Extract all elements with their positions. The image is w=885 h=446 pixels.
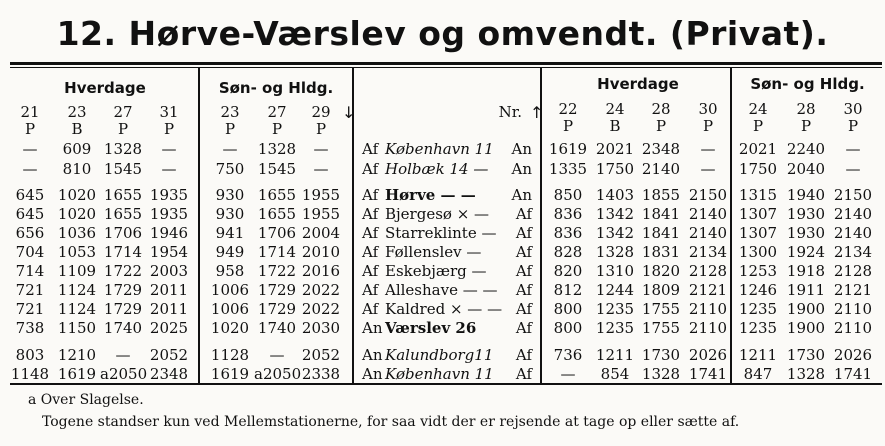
time-cell: 1935 (149, 186, 189, 204)
station-dep-code: An (362, 365, 383, 383)
train-class: P (163, 120, 175, 138)
station-dep-code: Af (362, 262, 379, 280)
time-cell: 1328 (257, 140, 297, 158)
time-cell: 2128 (688, 262, 728, 280)
time-cell: 1128 (210, 346, 250, 364)
station-dep-code: Af (362, 205, 379, 223)
time-cell: 714 (15, 262, 45, 280)
train-class: P (117, 120, 129, 138)
time-cell: 1918 (786, 262, 826, 280)
time-cell: 1655 (257, 186, 297, 204)
time-cell: 828 (553, 243, 583, 261)
time-cell: a2050 (254, 365, 302, 383)
notice: Togene standser kun ved Mellemstationerne, for saa vidt der er rejsende at tage op eller sætte af. (42, 414, 740, 430)
time-cell: — (269, 346, 285, 364)
time-cell: 1619 (548, 140, 588, 158)
time-cell: 1750 (595, 160, 635, 178)
station-name: Bjergesø × — (385, 205, 490, 223)
time-cell: 1020 (57, 205, 97, 223)
time-cell: 1740 (103, 319, 143, 337)
station-dep-code: Af (362, 186, 379, 204)
header-weekdays-out: Hverdage (64, 79, 146, 97)
time-cell: — (845, 140, 861, 158)
train-number: 30 (843, 100, 863, 118)
time-cell: 2011 (149, 281, 189, 299)
time-cell: 645 (15, 186, 45, 204)
time-cell: 1946 (149, 224, 189, 242)
time-cell: 850 (553, 186, 583, 204)
station-name: Holbæk 14 — (385, 160, 489, 178)
time-cell: 1150 (57, 319, 97, 337)
station-arr-code: Af (515, 365, 532, 383)
time-cell: 1020 (210, 319, 250, 337)
time-cell: 1235 (738, 300, 778, 318)
time-cell: — (161, 140, 177, 158)
time-cell: 1211 (738, 346, 778, 364)
station-arr-code: Af (515, 319, 532, 337)
time-cell: 2011 (149, 300, 189, 318)
time-cell: — (560, 365, 576, 383)
time-cell: 1545 (103, 160, 143, 178)
station-dep-code: An (362, 346, 383, 364)
time-cell: 1741 (688, 365, 728, 383)
time-cell: 812 (553, 281, 583, 299)
time-cell: 949 (215, 243, 245, 261)
train-class: P (271, 120, 283, 138)
time-cell: 1831 (641, 243, 681, 261)
time-cell: 1246 (738, 281, 778, 299)
time-cell: 2003 (149, 262, 189, 280)
time-cell: 1940 (786, 186, 826, 204)
station-name: Starreklinte — (385, 224, 497, 242)
time-cell: 1809 (641, 281, 681, 299)
rule-top-thin (10, 67, 882, 68)
time-cell: 2010 (301, 243, 341, 261)
train-class: P (655, 117, 667, 135)
time-cell: 800 (553, 319, 583, 337)
time-cell: 1655 (257, 205, 297, 223)
time-cell: 738 (15, 319, 45, 337)
footnote: a Over Slagelse. (28, 392, 144, 408)
time-cell: 2030 (301, 319, 341, 337)
time-cell: 645 (15, 205, 45, 223)
time-cell: 941 (215, 224, 245, 242)
time-cell: 1235 (595, 319, 635, 337)
time-cell: 1706 (257, 224, 297, 242)
time-cell: 2052 (149, 346, 189, 364)
time-cell: 2348 (641, 140, 681, 158)
station-dep-code: Af (362, 140, 379, 158)
time-cell: 2150 (833, 186, 873, 204)
time-cell: 2110 (688, 300, 728, 318)
station-dep-code: Af (362, 160, 379, 178)
time-cell: 2140 (641, 160, 681, 178)
time-cell: 2004 (301, 224, 341, 242)
train-class: P (24, 120, 36, 138)
train-number: 21 (20, 103, 40, 121)
divider-1 (198, 68, 200, 383)
station-dep-code: Af (362, 281, 379, 299)
station-name: Kalundborg11 (385, 346, 494, 364)
train-class: P (752, 117, 764, 135)
header-holidays-ret: Søn- og Hldg. (750, 75, 865, 93)
time-cell: 2025 (149, 319, 189, 337)
time-cell: 1755 (641, 300, 681, 318)
time-cell: 2040 (786, 160, 826, 178)
time-cell: 1328 (595, 243, 635, 261)
time-cell: a2050 (100, 365, 148, 383)
time-cell: 1722 (103, 262, 143, 280)
station-dep-code: Af (362, 224, 379, 242)
station-name: Hørve — — (385, 186, 476, 204)
train-number: 31 (159, 103, 179, 121)
time-cell: 820 (553, 262, 583, 280)
train-number: 28 (651, 100, 671, 118)
rule-top-thick (10, 62, 882, 65)
time-cell: 2021 (595, 140, 635, 158)
time-cell: 930 (215, 205, 245, 223)
time-cell: 2110 (833, 319, 873, 337)
time-cell: 721 (15, 300, 45, 318)
time-cell: 1342 (595, 205, 635, 223)
time-cell: 1741 (833, 365, 873, 383)
time-cell: — (22, 160, 38, 178)
time-cell: 609 (62, 140, 92, 158)
time-cell: 1310 (595, 262, 635, 280)
time-cell: 1924 (786, 243, 826, 261)
time-cell: 1730 (641, 346, 681, 364)
time-cell: 721 (15, 281, 45, 299)
time-cell: 2121 (688, 281, 728, 299)
station-name: København 11 (385, 365, 494, 383)
time-cell: 1714 (103, 243, 143, 261)
time-cell: 2026 (688, 346, 728, 364)
time-cell: 1307 (738, 205, 778, 223)
time-cell: — (313, 140, 329, 158)
time-cell: 847 (743, 365, 773, 383)
time-cell: 656 (15, 224, 45, 242)
time-cell: 1235 (595, 300, 635, 318)
time-cell: 1729 (103, 281, 143, 299)
time-cell: 1244 (595, 281, 635, 299)
time-cell: 2052 (301, 346, 341, 364)
train-class: P (562, 117, 574, 135)
train-number: 29 (311, 103, 331, 121)
time-cell: 1930 (786, 205, 826, 223)
time-cell: 1315 (738, 186, 778, 204)
time-cell: — (313, 160, 329, 178)
time-cell: 1841 (641, 224, 681, 242)
time-cell: 1300 (738, 243, 778, 261)
train-number: 23 (220, 103, 240, 121)
train-number: 24 (605, 100, 625, 118)
time-cell: 2140 (833, 205, 873, 223)
station-arr-code: Af (515, 224, 532, 242)
time-cell: 803 (15, 346, 45, 364)
time-cell: 1328 (641, 365, 681, 383)
station-name: København 11 (385, 140, 494, 158)
time-cell: 1253 (738, 262, 778, 280)
time-cell: 1706 (103, 224, 143, 242)
time-cell: 1619 (57, 365, 97, 383)
time-cell: 1900 (786, 319, 826, 337)
time-cell: 1020 (57, 186, 97, 204)
time-cell: 1619 (210, 365, 250, 383)
time-cell: 750 (215, 160, 245, 178)
time-cell: 736 (553, 346, 583, 364)
train-number: 22 (558, 100, 578, 118)
time-cell: 1036 (57, 224, 97, 242)
time-cell: 854 (600, 365, 630, 383)
time-cell: — (700, 140, 716, 158)
time-cell: 810 (62, 160, 92, 178)
station-name: Kaldred × — — (385, 300, 503, 318)
time-cell: 1900 (786, 300, 826, 318)
station-name: Føllenslev — (385, 243, 482, 261)
time-cell: 1006 (210, 281, 250, 299)
time-cell: 2140 (833, 224, 873, 242)
time-cell: 836 (553, 224, 583, 242)
time-cell: 1210 (57, 346, 97, 364)
time-cell: 1124 (57, 300, 97, 318)
arrow-up-icon: ↑ (530, 103, 544, 122)
time-cell: 1750 (738, 160, 778, 178)
station-arr-code: An (511, 140, 532, 158)
station-dep-code: Af (362, 300, 379, 318)
train-class: P (847, 117, 859, 135)
header-weekdays-ret: Hverdage (597, 75, 679, 93)
time-cell: 2110 (688, 319, 728, 337)
time-cell: 800 (553, 300, 583, 318)
time-cell: 1006 (210, 300, 250, 318)
time-cell: 2348 (149, 365, 189, 383)
time-cell: 1342 (595, 224, 635, 242)
time-cell: 1955 (301, 186, 341, 204)
time-cell: 1655 (103, 186, 143, 204)
station-arr-code: Af (515, 205, 532, 223)
time-cell: 2022 (301, 300, 341, 318)
station-name: Alleshave — — (385, 281, 498, 299)
time-cell: 1722 (257, 262, 297, 280)
train-number: 30 (698, 100, 718, 118)
station-name: Værslev 26 (385, 319, 477, 337)
train-class: P (315, 120, 327, 138)
time-cell: 1911 (786, 281, 826, 299)
time-cell: 2128 (833, 262, 873, 280)
time-cell: 2240 (786, 140, 826, 158)
time-cell: 2338 (301, 365, 341, 383)
time-cell: 1740 (257, 319, 297, 337)
time-cell: 704 (15, 243, 45, 261)
time-cell: 1328 (786, 365, 826, 383)
train-class: P (800, 117, 812, 135)
station-dep-code: Af (362, 243, 379, 261)
time-cell: 1855 (641, 186, 681, 204)
time-cell: 2134 (833, 243, 873, 261)
rule-bottom (10, 383, 882, 385)
station-dep-code: An (362, 319, 383, 337)
time-cell: 1729 (257, 300, 297, 318)
time-cell: 1955 (301, 205, 341, 223)
time-cell: 1124 (57, 281, 97, 299)
page-title: 12. Hørve-Værslev og omvendt. (Privat). (56, 14, 829, 53)
time-cell: — (22, 140, 38, 158)
train-number: 23 (67, 103, 87, 121)
station-arr-code: An (511, 186, 532, 204)
time-cell: 958 (215, 262, 245, 280)
time-cell: 1820 (641, 262, 681, 280)
time-cell: — (222, 140, 238, 158)
station-arr-code: Af (515, 300, 532, 318)
station-arr-code: An (511, 160, 532, 178)
time-cell: 2016 (301, 262, 341, 280)
time-cell: 1730 (786, 346, 826, 364)
time-cell: 1545 (257, 160, 297, 178)
station-arr-code: Af (515, 243, 532, 261)
time-cell: 1053 (57, 243, 97, 261)
time-cell: 2026 (833, 346, 873, 364)
time-cell: 2022 (301, 281, 341, 299)
station-arr-code: Af (515, 346, 532, 364)
time-cell: — (115, 346, 131, 364)
time-cell: 2110 (833, 300, 873, 318)
train-number: 24 (748, 100, 768, 118)
time-cell: 1655 (103, 205, 143, 223)
time-cell: — (700, 160, 716, 178)
time-cell: 2140 (688, 205, 728, 223)
time-cell: — (845, 160, 861, 178)
time-cell: 1930 (786, 224, 826, 242)
time-cell: 1109 (57, 262, 97, 280)
time-cell: 836 (553, 205, 583, 223)
arrow-down-icon: ↓ (342, 103, 356, 122)
time-cell: 1403 (595, 186, 635, 204)
train-number: 27 (267, 103, 287, 121)
time-cell: 930 (215, 186, 245, 204)
header-number: Nr. (498, 103, 522, 121)
train-number: 27 (113, 103, 133, 121)
station-name: Eskebjærg — (385, 262, 487, 280)
time-cell: 2021 (738, 140, 778, 158)
train-number: 28 (796, 100, 816, 118)
time-cell: 1954 (149, 243, 189, 261)
train-class: P (224, 120, 236, 138)
time-cell: 1714 (257, 243, 297, 261)
time-cell: 2140 (688, 224, 728, 242)
time-cell: 2150 (688, 186, 728, 204)
train-class: P (702, 117, 714, 135)
time-cell: 2121 (833, 281, 873, 299)
time-cell: 1755 (641, 319, 681, 337)
time-cell: 1328 (103, 140, 143, 158)
time-cell: — (161, 160, 177, 178)
time-cell: 1211 (595, 346, 635, 364)
time-cell: 1729 (103, 300, 143, 318)
time-cell: 1729 (257, 281, 297, 299)
train-class: B (609, 117, 621, 135)
time-cell: 1307 (738, 224, 778, 242)
train-class: B (71, 120, 83, 138)
time-cell: 1335 (548, 160, 588, 178)
header-holidays-out: Søn- og Hldg. (218, 79, 334, 97)
time-cell: 2134 (688, 243, 728, 261)
time-cell: 1935 (149, 205, 189, 223)
time-cell: 1841 (641, 205, 681, 223)
time-cell: 1235 (738, 319, 778, 337)
station-arr-code: Af (515, 281, 532, 299)
time-cell: 1148 (10, 365, 50, 383)
station-arr-code: Af (515, 262, 532, 280)
